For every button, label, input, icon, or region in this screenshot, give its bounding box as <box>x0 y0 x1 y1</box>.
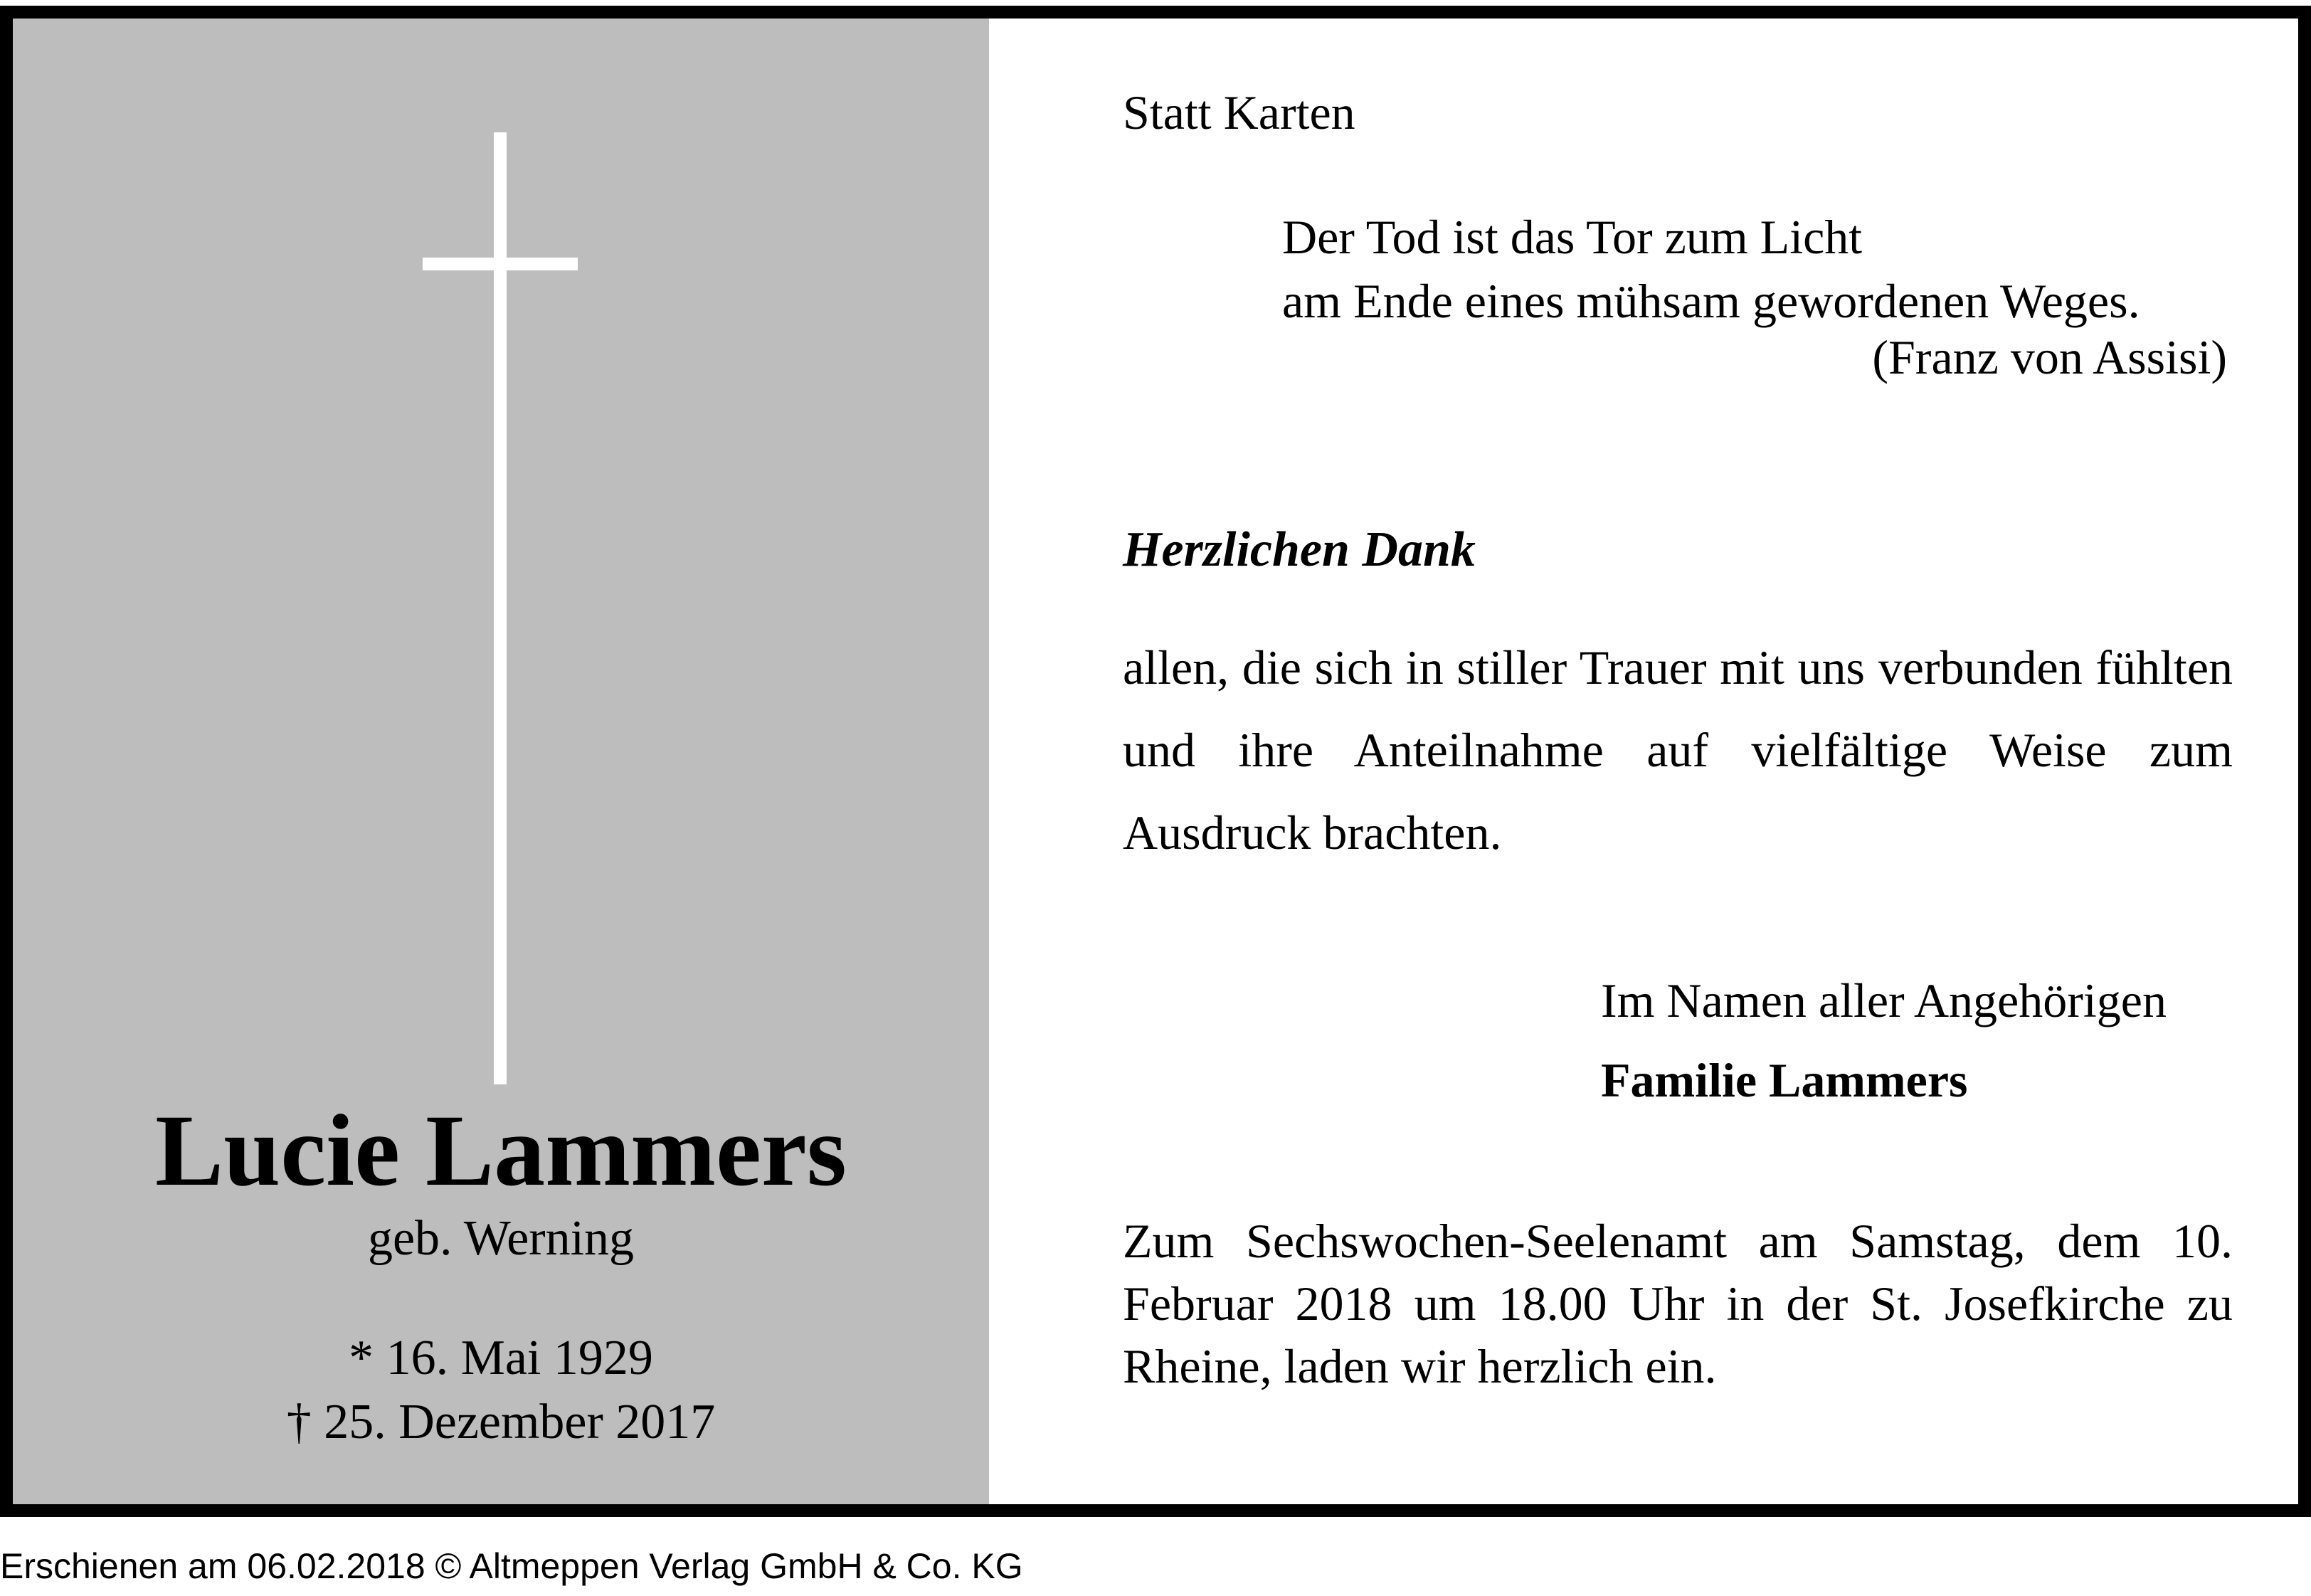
signature <box>1601 961 2167 1120</box>
deceased-name: Lucie Lammers <box>155 1094 847 1207</box>
cross-icon <box>494 132 507 1084</box>
quote-line: am Ende eines mühsam gewordenen Weges. <box>1282 274 2140 328</box>
quote-line: Der Tod ist das Tor zum Licht <box>1282 210 1863 264</box>
thanks-text: allen, die sich in stiller Trauer mit uns verbunden fühlten und ihre Anteilnahme auf vielfältige Weise zum Ausdruck brachten. <box>1123 640 2233 860</box>
death-date: † 25. Dezember 2017 <box>286 1395 716 1449</box>
publication-footer: Erschienen am 06.02.2018 © Altmeppen Verlag GmbH & Co. KG <box>0 1546 1023 1586</box>
cross-icon-crossbar <box>423 258 578 270</box>
thanks-heading: Herzlichen Dank <box>1123 522 1476 577</box>
maiden-name: geb. Werning <box>367 1211 635 1266</box>
obituary-card <box>0 6 2311 1517</box>
service-invitation: Zum Sechswochen-Seelenamt am Samstag, dem 10. Februar 2018 um 18.00 Uhr in der St. Josefkirche zu Rheine, laden wir herzlich ein. <box>1123 1214 2233 1393</box>
birth-date: * 16. Mai 1929 <box>349 1331 653 1385</box>
quote <box>1282 205 2140 333</box>
statt-karten-heading: Statt Karten <box>1123 85 1355 139</box>
quote-author: (Franz von Assisi) <box>1872 330 2227 384</box>
memorial-panel <box>13 19 989 1504</box>
life-dates <box>13 1326 989 1454</box>
signature-line: Im Namen aller Angehörigen <box>1601 973 2167 1027</box>
family-name: Familie Lammers <box>1601 1053 1968 1107</box>
